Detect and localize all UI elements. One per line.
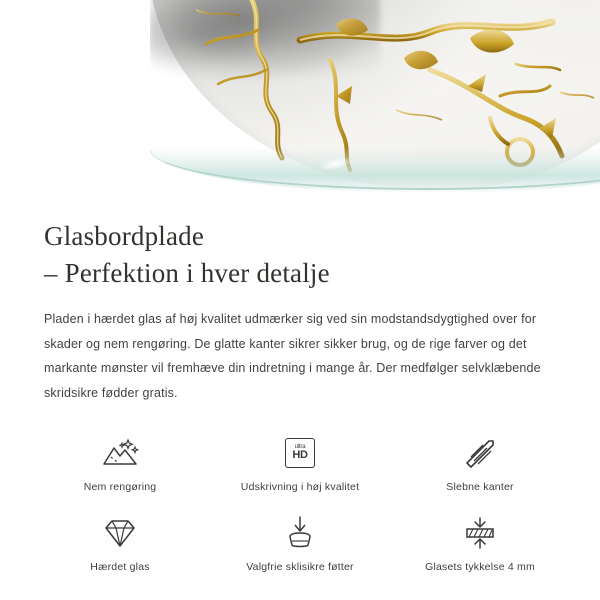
text-content (0, 196, 600, 405)
feature-label: Slebne kanter (446, 480, 514, 493)
feature-item-anti-slip-feet (210, 511, 390, 573)
page-title (44, 218, 556, 291)
feature-label: Nem rengøring (83, 480, 157, 493)
feature-item-easy-cleaning (30, 431, 210, 493)
hero-image (0, 0, 600, 196)
badge-top-text: ultra (294, 444, 306, 451)
anti-slip-foot-icon (283, 511, 317, 555)
page-title-line-2: – Perfektion i hver detalje (44, 257, 330, 288)
ultra-hd-badge-icon (285, 431, 315, 475)
feature-item-tempered-glass (30, 511, 210, 573)
feature-label: Valgfrie sklisikre føtter (246, 560, 354, 573)
feature-label: Glasets tykkelse 4 mm (425, 560, 535, 573)
feature-item-glass-thickness (390, 511, 570, 573)
thickness-arrows-icon (461, 511, 499, 555)
polished-edge-icon (463, 431, 497, 475)
feature-item-print-quality (210, 431, 390, 493)
feature-label: Hærdet glas (90, 560, 150, 573)
hero-left-margin (0, 0, 150, 196)
badge-bottom-text: HD (292, 449, 308, 462)
description-paragraph: Pladen i hærdet glas af høj kvalitet udmærker sig ved sin modstandsdygtighed over for skader og nem rengøring. De glatte kanter sikrer sikker brug, og de rige farver og det markante mønster vil fremhæve din indretning i mange år. Der medfølger selvklæbende skridsikre fødder gratis. (44, 312, 541, 400)
feature-item-polished-edges (390, 431, 570, 493)
feature-label: Udskrivning i høj kvalitet (240, 480, 360, 493)
page-title-line-1: Glasbordplade (44, 221, 205, 251)
diamond-icon (100, 511, 140, 555)
sparkle-clean-icon (100, 431, 140, 475)
feature-grid (0, 431, 600, 573)
